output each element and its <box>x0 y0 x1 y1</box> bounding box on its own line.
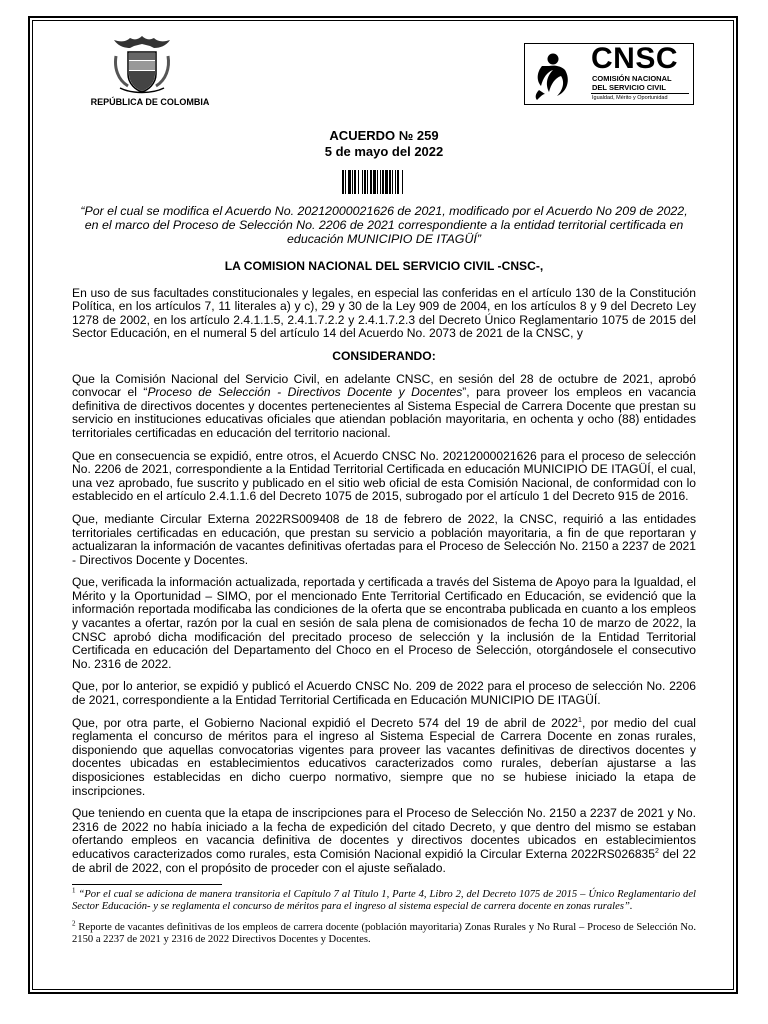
agreement-subject: “Por el cual se modifica el Acuerdo No. 20212000021626 de 2021, modificado por el Acuerdo No 209 de 2022, en el marco del Proceso de Selección No. 2206 de 2021 correspondiente a la entidad territorial certificada en educación MUNICIPIO DE ITAGÜÍ” <box>80 204 688 246</box>
footnote-1-number: 1 <box>72 886 76 895</box>
issuer-heading: LA COMISION NACIONAL DEL SERVICIO CIVIL -CNSC-, <box>224 259 544 273</box>
paragraph-6-text-a: Que, por otra parte, el Gobierno Nacional expidió el Decreto 574 del 19 de abril de 2022 <box>72 715 579 730</box>
paragraph-5: Que, por lo anterior, se expidió y publicó el Acuerdo CNSC No. 209 de 2022 para el proceso de selección No. 2206 de 2021, correspondiente a la Entidad Territorial Certificada en Educación MUNICIPIO DE ITAGÜÍ. <box>72 679 696 708</box>
paragraph-3: Que, mediante Circular Externa 2022RS009408 de 18 de febrero de 2022, la CNSC, requirió a las entidades territoriales certificadas en educación, que prestan su servicio a población mayoritaria, a fin de que reportaran y actualizaran la información de vacantes definitivas ofertadas para el Proceso de Selección No. 2150 a 2237 de 2021 - Directivos Docente y Docentes. <box>72 511 696 567</box>
paragraph-6-text-b: , por medio del cual reglamenta el concurso de méritos para el ingreso al Sistema Especial de Carrera Docente en zonas rurales, disponiendo que aquellas convocatorias vigentes para proveer las vacantes definitivas de directivos docentes y docentes ubicadas en establecimientos educativos caracterizados como rurales, deberían ajustarse a las disposiciones establecidas en dicho cuerpo normativo, siempre que no se hubiese iniciado la etapa de inscripciones. <box>72 715 696 798</box>
paragraph-4: Que, verificada la información actualizada, reportada y certificada a través del Sistema de Apoyo para la Igualdad, el Mérito y la Oportunidad – SIMO, por el mencionado Ente Territorial Certificado en Educación, se evidenció que la información reportada modificaba las condiciones de la oferta que se encontraba publicada en cuanto a los empleos y vacantes a ofertar, razón por la cual en sesión de sala plena de comisionados de fecha 10 de marzo de 2022, la CNSC aprobó dicha modificación del precitado proceso de selección y la inclusión de la Entidad Territorial Certificada en educación del Departamento del Choco en el Proceso de Selección, otorgándosele el consecutivo No. 2316 de 2022. <box>72 575 696 671</box>
footnote-1-text: “Por el cual se adiciona de manera transitoria el Capítulo 7 al Título 1, Parte 4, Libro 2, del Decreto 1075 de 2015 – Único Reglamentario del Sector Educación- y se reglamenta el concurso de méritos para el ingreso al sistema especial de carrera docente en zonas rurales”. <box>72 889 696 913</box>
paragraph-7-text-b: del 22 de abril de 2022, con el propósito de proceder con el ajuste señalado. <box>72 846 696 875</box>
barcode <box>341 170 427 194</box>
footnote-2 <box>72 919 696 946</box>
cnsc-logo-title: CNSC <box>591 42 679 75</box>
footnote-2-text: Reporte de vacantes definitivas de los empleos de carrera docente (población mayoritaria) Zonas Rurales y No Rural – Proceso de Selección No. 2150 a 2237 de 2021 y 2316 de 2022 Directivos Docentes y Docentes. <box>72 922 696 946</box>
document-heading <box>240 128 528 160</box>
paragraph-7 <box>72 807 696 875</box>
document-body <box>72 260 696 955</box>
considerando-heading: CONSIDERANDO: <box>332 348 436 363</box>
footnote-ref-2: 2 <box>655 847 659 855</box>
footnote-ref-1: 1 <box>578 716 582 724</box>
coat-of-arms-icon <box>108 34 176 96</box>
paragraph-1 <box>72 373 696 441</box>
paragraph-1-italic: Proceso de Selección - Directivos Docente y Docentes <box>147 385 463 400</box>
cnsc-figure-icon <box>533 50 573 100</box>
paragraph-6 <box>72 717 696 799</box>
footnote-separator <box>72 884 222 885</box>
paragraph-7-text-a: Que teniendo en cuenta que la etapa de inscripciones para el Proceso de Selección No. 2150 a 2237 de 2021 y No. 2316 de 2022 no había iniciado a la fecha de expedición del citado Decreto, y que dentro del mismo se estaban ofertando empleos en vacancia definitiva de docentes y directivos docentes ubicados en establecimientos educativos caracterizados como rurales, esta Comisión Nacional expidió la Circular Externa 2022RS026835 <box>72 806 696 861</box>
cnsc-logo-line1: COMISIÓN NACIONAL <box>592 74 672 83</box>
cnsc-logo-tagline: Igualdad, Mérito y Oportunidad <box>592 95 668 101</box>
country-name: REPÚBLICA DE COLOMBIA <box>90 97 210 107</box>
cnsc-logo <box>524 43 694 105</box>
powers-paragraph: En uso de sus facultades constitucionales y legales, en especial las conferidas en el artículo 130 de la Constitución Política, en los artículos 7, 11 literales a) y c), 29 y 30 de la Ley 909 de 2004, en los artículos 8 y 9 del Decreto Ley 1278 de 2002, en los artículo 2.4.1.1.5, 2.4.1.7.2.2 y 2.4.1.7.2.3 del Decreto Único Reglamentario 1075 de 2015 del Sector Educación, en el numeral 5 del artículo 14 del Acuerdo No. 2073 de 2021 de la CNSC, y <box>72 285 696 341</box>
footnote-1 <box>72 886 696 913</box>
footnote-2-number: 2 <box>72 919 76 928</box>
paragraph-1-text-a: Que la Comisión Nacional del Servicio Civil, en adelante CNSC, en sesión del 28 de octubre de 2021, aprobó convocar el “ <box>72 371 696 400</box>
paragraph-2: Que en consecuencia se expidió, entre otros, el Acuerdo CNSC No. 20212000021626 para el proceso de selección No. 2206 de 2021, correspondiente a la Entidad Territorial Certificada en educación MUNICIPIO DE ITAGÜÍ, el cual, una vez aprobado, fue suscrito y publicado en el sitio web oficial de esta Comisión Nacional, de conformidad con lo establecido en el artículo 2.4.1.1.6 del Decreto 1075 de 2015, subrogado por el artículo 1 del Decreto 915 de 2016. <box>72 448 696 504</box>
agreement-date: 5 de mayo del 2022 <box>324 144 444 159</box>
agreement-number: ACUERDO № 259 <box>329 128 439 143</box>
paragraph-1-text-b: ”, para proveer los empleos en vacancia definitiva de directivos docentes y docentes pertenecientes al Sistema Especial de Carrera Docente que prestan su servicio en instituciones educativas oficiales que atiendan población mayoritaria, en ochenta y ocho (88) entidades territoriales certificadas en educación del territorio nacional. <box>72 385 697 440</box>
cnsc-logo-line2: DEL SERVICIO CIVIL <box>592 83 666 92</box>
cnsc-logo-rule <box>591 93 689 94</box>
